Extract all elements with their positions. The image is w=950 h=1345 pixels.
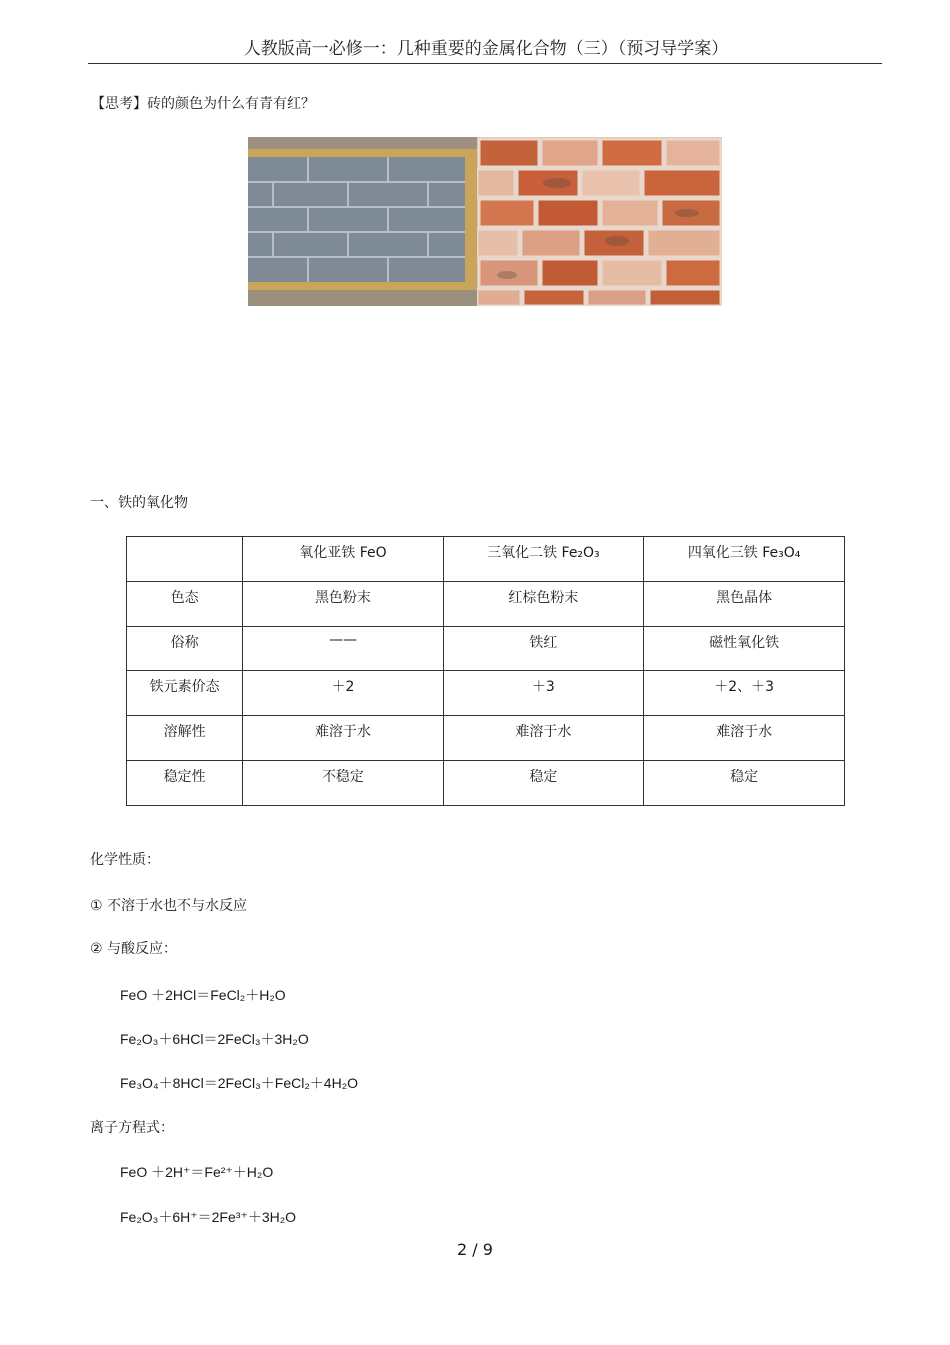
page-header-title: 人教版高一必修一：几种重要的金属化合物（三）（预习导学案） bbox=[243, 39, 729, 59]
table-cell: —— bbox=[243, 626, 443, 671]
equation-feo-hcl: FeO ＋2HCl＝FeCl₂＋H₂O bbox=[120, 987, 286, 1003]
chemical-properties-title: 化学性质： bbox=[90, 852, 160, 868]
table-row bbox=[127, 581, 845, 626]
page-number: 2 / 9 bbox=[457, 1240, 493, 1259]
table-row bbox=[127, 761, 845, 806]
table-cell: 难溶于水 bbox=[443, 716, 644, 761]
table-cell: 铁元素价态 bbox=[127, 671, 243, 716]
table-cell: ＋2、＋3 bbox=[644, 671, 845, 716]
table-cell: 铁红 bbox=[443, 626, 644, 671]
table-cell: ＋3 bbox=[443, 671, 644, 716]
section-title-iron-oxides: 一、铁的氧化物 bbox=[90, 495, 188, 511]
table-cell: 难溶于水 bbox=[243, 716, 443, 761]
think-question: 【思考】砖的颜色为什么有青有红？ bbox=[91, 96, 315, 112]
table-cell: 俗称 bbox=[127, 626, 243, 671]
table-header-cell: 四氧化三铁 Fe₃O₄ bbox=[644, 537, 845, 582]
table-cell: 不稳定 bbox=[243, 761, 443, 806]
table-header-cell bbox=[127, 537, 243, 582]
ionic-equations-title: 离子方程式： bbox=[90, 1120, 174, 1136]
red-brick-wall-photo bbox=[477, 137, 722, 306]
table-header-cell: 氧化亚铁 FeO bbox=[243, 537, 443, 582]
property-item-2: ② 与酸反应： bbox=[90, 941, 178, 957]
ionic-equation-feo: FeO ＋2H⁺＝Fe²⁺＋H₂O bbox=[120, 1164, 274, 1180]
table-cell: 稳定性 bbox=[127, 761, 243, 806]
table-row bbox=[127, 716, 845, 761]
table-cell: 稳定 bbox=[644, 761, 845, 806]
table-cell: 黑色粉末 bbox=[243, 581, 443, 626]
table-row bbox=[127, 671, 845, 716]
table-header-cell: 三氧化二铁 Fe₂O₃ bbox=[443, 537, 644, 582]
iron-oxides-table bbox=[126, 536, 845, 806]
header-divider bbox=[88, 63, 882, 64]
ionic-equation-fe2o3: Fe₂O₃＋6H⁺＝2Fe³⁺＋3H₂O bbox=[120, 1209, 297, 1225]
table-row bbox=[127, 626, 845, 671]
table-header-row bbox=[127, 537, 845, 582]
table-cell: ＋2 bbox=[243, 671, 443, 716]
property-item-1: ① 不溶于水也不与水反应 bbox=[90, 898, 248, 914]
table-cell: 溶解性 bbox=[127, 716, 243, 761]
table-cell: 红棕色粉末 bbox=[443, 581, 644, 626]
equation-fe3o4-hcl: Fe₃O₄＋8HCl＝2FeCl₃＋FeCl₂＋4H₂O bbox=[120, 1075, 359, 1091]
table-cell: 稳定 bbox=[443, 761, 644, 806]
table-cell: 色态 bbox=[127, 581, 243, 626]
equation-fe2o3-hcl: Fe₂O₃＋6HCl＝2FeCl₃＋3H₂O bbox=[120, 1031, 309, 1047]
table-cell: 磁性氧化铁 bbox=[644, 626, 845, 671]
table-cell: 难溶于水 bbox=[644, 716, 845, 761]
table-cell: 黑色晶体 bbox=[644, 581, 845, 626]
grey-brick-wall-photo bbox=[248, 137, 477, 306]
